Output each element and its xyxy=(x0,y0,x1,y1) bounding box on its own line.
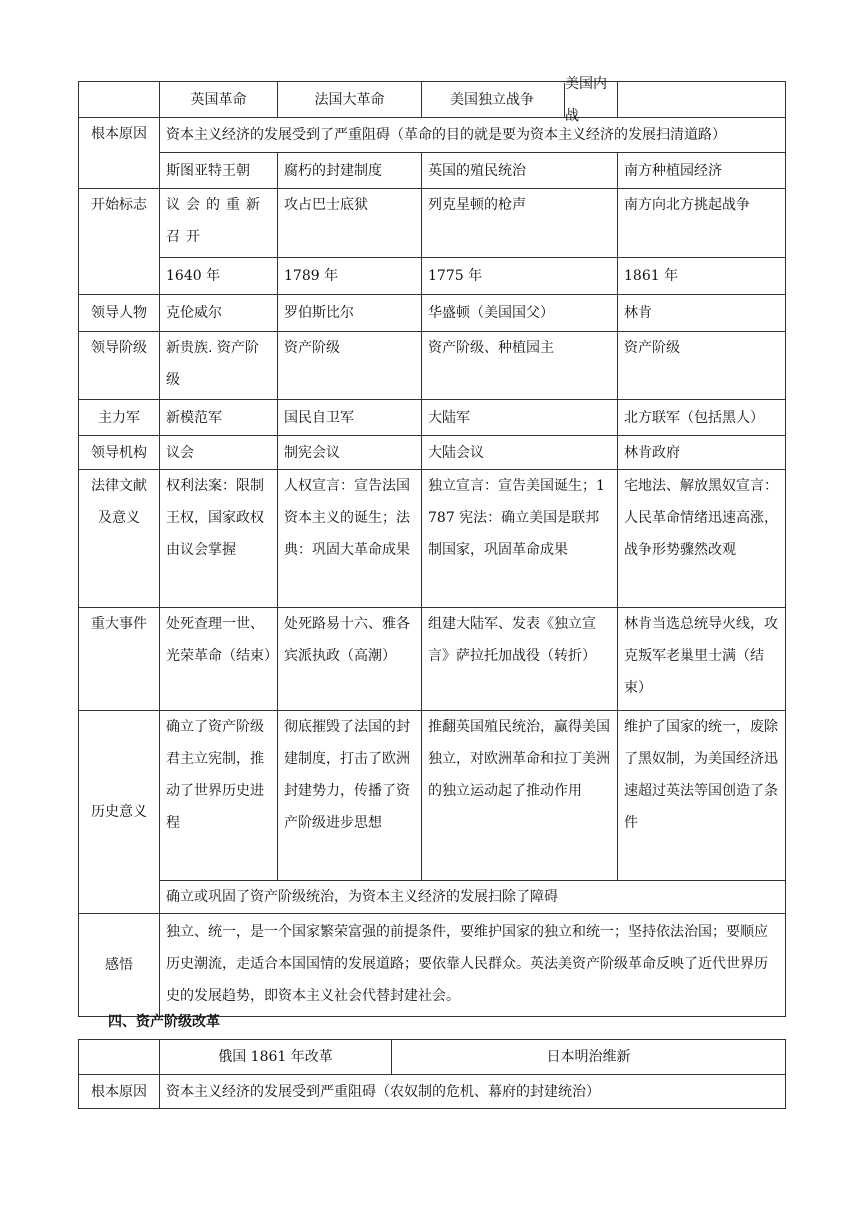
col-header-french-revolution: 法国大革命 xyxy=(278,82,422,118)
cell-leader-civil-war: 林肯 xyxy=(618,295,786,332)
army-row xyxy=(79,400,786,436)
reform-row-label-root-cause: 根本原因 xyxy=(79,1075,160,1109)
cell-class-english: 新贵族. 资产阶级 xyxy=(160,332,278,400)
cell-org-french: 制宪会议 xyxy=(278,436,422,470)
events-row xyxy=(79,608,786,711)
root-cause-common: 资本主义经济的发展受到了严重阻碍（革命的目的就是要为资本主义经济的发展扫清道路） xyxy=(160,118,786,153)
row-label-org: 领导机构 xyxy=(79,436,160,470)
cell-root-cause-french: 腐朽的封建制度 xyxy=(278,153,422,189)
cell-law-civil-war: 宅地法、解放黑奴宣言：人民革命情绪迅速高涨，战争形势骤然改观 xyxy=(618,470,786,608)
significance-common-row xyxy=(79,881,786,914)
cell-significance-civil-war: 维护了国家的统一，废除了黑奴制，为美国经济迅速超过英法等国创造了条件 xyxy=(618,711,786,881)
class-row xyxy=(79,332,786,400)
cell-significance-american: 推翻英国殖民统治，赢得美国独立，对欧洲革命和拉丁美洲的独立运动起了推动作用 xyxy=(422,711,618,881)
cell-army-american: 大陆军 xyxy=(422,400,618,436)
cell-year-american: 1775 年 xyxy=(422,258,618,295)
cell-leader-american: 华盛顿（美国国父） xyxy=(422,295,618,332)
cell-army-french: 国民自卫军 xyxy=(278,400,422,436)
reform-root-cause-row xyxy=(79,1075,786,1109)
row-label-leader: 领导人物 xyxy=(79,295,160,332)
section-heading-bourgeois-reform: 四、资产阶级改革 xyxy=(108,1014,220,1030)
cell-year-english: 1640 年 xyxy=(160,258,278,295)
row-label-law-line2: 及意义 xyxy=(98,510,140,526)
cell-significance-english: 确立了资产阶级君主立宪制，推动了世界历史进程 xyxy=(160,711,278,881)
cell-law-french: 人权宣言：宣告法国资本主义的诞生；法典：巩固大革命成果 xyxy=(278,470,422,608)
row-label-root-cause: 根本原因 xyxy=(79,118,160,189)
significance-row xyxy=(79,711,786,881)
cell-org-english: 议会 xyxy=(160,436,278,470)
cell-org-american: 大陆会议 xyxy=(422,436,618,470)
cell-start-american: 列克星顿的枪声 xyxy=(422,189,618,258)
cell-start-civil-war: 南方向北方挑起战争 xyxy=(618,189,786,258)
corner-cell xyxy=(79,82,160,118)
cell-class-french: 资产阶级 xyxy=(278,332,422,400)
col-header-english-revolution: 英国革命 xyxy=(160,82,278,118)
cell-root-cause-civil-war: 南方种植园经济 xyxy=(618,153,786,189)
col-header-meiji-restoration: 日本明治维新 xyxy=(392,1040,786,1075)
cell-army-english: 新模范军 xyxy=(160,400,278,436)
cell-law-english: 权利法案：限制王权，国家政权由议会掌握 xyxy=(160,470,278,608)
row-label-start: 开始标志 xyxy=(79,189,160,295)
col-header-american-civil-war: 美国内战 xyxy=(564,83,617,117)
row-label-class: 领导阶级 xyxy=(79,332,160,400)
insight-text: 独立、统一，是一个国家繁荣富强的前提条件，要维护国家的独立和统一；坚持依法治国；要顺应历史潮流，走适合本国国情的发展道路；要依靠人民群众。英法美资产阶级革命反映了近代世界历史的发展趋势，即资本主义社会代替封建社会。 xyxy=(160,914,786,1017)
root-cause-row xyxy=(79,118,786,153)
cell-leader-french: 罗伯斯比尔 xyxy=(278,295,422,332)
cell-events-french: 处死路易十六、雅各宾派执政（高潮） xyxy=(278,608,422,711)
revolutions-table xyxy=(78,75,786,1017)
cell-leader-english: 克伦威尔 xyxy=(160,295,278,332)
col-header-american-independence xyxy=(422,75,618,124)
cell-start-french: 攻占巴士底狱 xyxy=(278,189,422,258)
law-row xyxy=(79,470,786,608)
start-row xyxy=(79,189,786,258)
start-year-row xyxy=(79,258,786,295)
col-header-american-independence-text: 美国独立战争 xyxy=(450,91,534,108)
reform-header-row xyxy=(79,1040,786,1075)
cell-law-american: 独立宣言：宣告美国诞生；1787 宪法：确立美国是联邦制国家，巩固革命成果 xyxy=(422,470,618,608)
cell-events-civil-war: 林肯当选总统导火线，攻克叛军老巢里士满（结束） xyxy=(618,608,786,711)
cell-army-civil-war: 北方联军（包括黑人） xyxy=(618,400,786,436)
cell-root-cause-english: 斯图亚特王朝 xyxy=(160,153,278,189)
reform-root-cause-text: 资本主义经济的发展受到严重阻碍（农奴制的危机、幕府的封建统治） xyxy=(160,1075,786,1109)
cell-significance-french: 彻底摧毁了法国的封建制度，打击了欧洲封建势力，传播了资产阶级进步思想 xyxy=(278,711,422,881)
header-row xyxy=(79,82,786,118)
cell-root-cause-american: 英国的殖民统治 xyxy=(422,153,618,189)
row-label-insight: 感悟 xyxy=(79,914,160,1017)
cell-class-american: 资产阶级、种植园主 xyxy=(422,332,618,400)
cell-class-civil-war: 资产阶级 xyxy=(618,332,786,400)
cell-events-english: 处死查理一世、光荣革命（结束） xyxy=(160,608,278,711)
reform-table xyxy=(78,1039,786,1109)
reform-corner-cell xyxy=(79,1040,160,1075)
cell-year-civil-war: 1861 年 xyxy=(618,258,786,295)
cell-year-french: 1789 年 xyxy=(278,258,422,295)
row-label-law-line1: 法律文献 xyxy=(91,478,147,494)
root-cause-detail-row xyxy=(79,153,786,189)
cell-org-civil-war: 林肯政府 xyxy=(618,436,786,470)
significance-common: 确立或巩固了资产阶级统治，为资本主义经济的发展扫除了障碍 xyxy=(160,881,786,914)
row-label-events: 重大事件 xyxy=(79,608,160,711)
col-header-russia-reform: 俄国 1861 年改革 xyxy=(160,1040,392,1075)
row-label-law xyxy=(79,470,160,608)
insight-row xyxy=(79,914,786,1017)
row-label-army: 主力军 xyxy=(79,400,160,436)
row-label-significance: 历史意义 xyxy=(79,711,160,914)
col-header-spacer xyxy=(618,82,786,118)
cell-events-american: 组建大陆军、发表《独立宣言》萨拉托加战役（转折） xyxy=(422,608,618,711)
org-row xyxy=(79,436,786,470)
cell-start-english: 议会的重新召开 xyxy=(160,189,278,258)
leader-row xyxy=(79,295,786,332)
